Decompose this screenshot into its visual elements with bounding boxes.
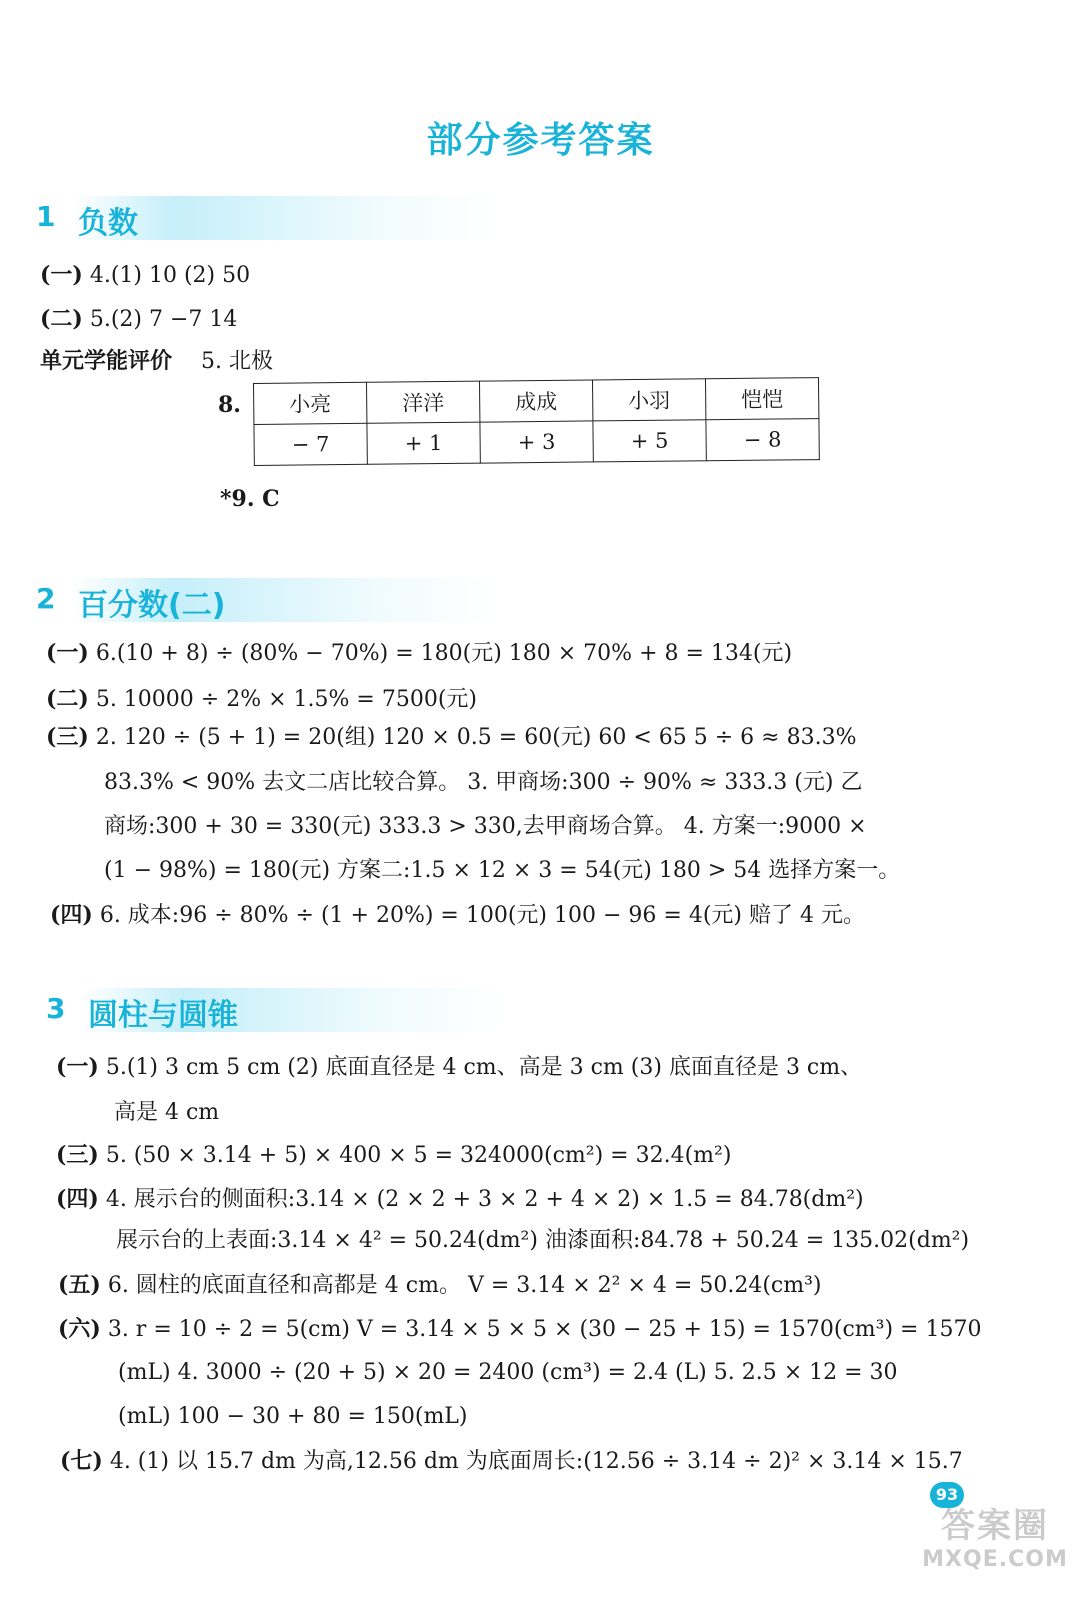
section-header-1 <box>36 196 496 240</box>
answer-table <box>253 377 820 466</box>
watermark-text: 答案圈 <box>941 1506 1049 1546</box>
answer-line <box>50 900 865 931</box>
answer-line <box>40 260 250 291</box>
section-title: 负数 <box>78 206 138 241</box>
table-cell: 洋洋 <box>366 381 479 423</box>
answer-line <box>58 1314 981 1345</box>
section-number: 3 <box>46 992 66 1025</box>
answer-line <box>58 1270 822 1301</box>
question-group-tag: (三) <box>46 724 89 750</box>
answer-line <box>56 1184 864 1215</box>
answer-text: 6.(10 + 8) ÷ (80% − 70%) = 180(元) 180 × 70% + 8 = 134(元) <box>95 641 793 666</box>
answer-text: 5. 北极 <box>201 349 273 374</box>
section-header-3 <box>46 988 506 1032</box>
question-group-tag: (四) <box>56 1186 99 1212</box>
answer-line: 83.3% < 90% 去文二店比较合算。 3. 甲商场:300 ÷ 90% ≈ 333.3 (元) 乙 <box>104 770 863 795</box>
eval-label: 单元学能评价 <box>40 348 173 374</box>
section-header-2 <box>36 578 496 622</box>
answer-text: 5. 10000 ÷ 2% × 1.5% = 7500(元) <box>95 687 478 712</box>
answer-line: *9. C <box>220 486 280 512</box>
answer-line <box>40 346 273 377</box>
answer-line: 高是 4 cm <box>114 1100 220 1125</box>
answer-line <box>56 1140 731 1171</box>
question-group-tag: (四) <box>50 902 93 928</box>
answer-line <box>56 1052 862 1083</box>
section-number: 2 <box>36 582 56 615</box>
watermark-url: MXQE.COM <box>922 1547 1068 1572</box>
table-cell: − 8 <box>706 419 819 461</box>
section-title: 百分数(二) <box>78 588 226 623</box>
answer-text: 6. 成本:96 ÷ 80% ÷ (1 + 20%) = 100(元) 100 − 96 = 4(元) 赔了 4 元。 <box>99 903 865 928</box>
answer-text: 3. r = 10 ÷ 2 = 5(cm) V = 3.14 × 5 × 5 × (30 − 25 + 15) = 1570(cm³) = 1570 <box>107 1317 982 1342</box>
question-group-tag: (一) <box>40 262 83 288</box>
answer-line: 展示台的上表面:3.14 × 4² = 50.24(dm²) 油漆面积:84.78 + 50.24 = 135.02(dm²) <box>116 1228 970 1253</box>
question-group-tag: (二) <box>46 686 89 712</box>
answer-line <box>46 684 477 715</box>
section-number: 1 <box>36 200 56 233</box>
answer-text: 4. 展示台的侧面积:3.14 × (2 × 2 + 3 × 2 + 4 × 2) × 1.5 = 84.78(dm²) <box>105 1187 864 1212</box>
question-group-tag: (二) <box>40 306 83 332</box>
table-cell: 成成 <box>479 380 592 422</box>
table-question-number: 8. <box>218 392 241 418</box>
table-cell: 小羽 <box>592 379 705 421</box>
table-cell: 恺恺 <box>705 378 818 420</box>
answer-line <box>46 722 856 753</box>
question-group-tag: (五) <box>58 1272 101 1298</box>
answer-line: (1 − 98%) = 180(元) 方案二:1.5 × 12 × 3 = 54(元) 180 > 54 选择方案一。 <box>104 858 901 883</box>
page-title: 部分参考答案 <box>426 120 655 161</box>
page-number-badge: 93 <box>930 1482 964 1508</box>
question-group-tag: (六) <box>58 1316 101 1342</box>
table-row <box>254 419 819 466</box>
answer-text: 4.(1) 10 (2) 50 <box>89 263 251 288</box>
answer-line <box>40 304 237 335</box>
table-cell: − 7 <box>254 423 367 465</box>
question-group-tag: (七) <box>60 1448 103 1474</box>
answer-line: 商场:300 + 30 = 330(元) 333.3 > 330,去甲商场合算。 4. 方案一:9000 × <box>104 814 867 839</box>
question-group-tag: (三) <box>56 1142 99 1168</box>
table-cell: 小亮 <box>254 382 367 424</box>
answer-line <box>46 638 792 669</box>
answer-text: 6. 圆柱的底面直径和高都是 4 cm。 V = 3.14 × 2² × 4 = 50.24(cm³) <box>107 1273 822 1298</box>
table-header-row <box>254 378 819 425</box>
answer-line <box>60 1446 963 1477</box>
answer-text: 5.(2) 7 −7 14 <box>89 307 238 332</box>
answer-line: (mL) 4. 3000 ÷ (20 + 5) × 20 = 2400 (cm³) = 2.4 (L) 5. 2.5 × 12 = 30 <box>118 1360 898 1385</box>
table-cell: + 5 <box>593 420 706 462</box>
question-group-tag: (一) <box>46 640 89 666</box>
question-group-tag: (一) <box>56 1054 99 1080</box>
answer-text: 2. 120 ÷ (5 + 1) = 20(组) 120 × 0.5 = 60(元) 60 < 65 5 ÷ 6 ≈ 83.3% <box>95 725 857 750</box>
answer-line: (mL) 100 − 30 + 80 = 150(mL) <box>118 1404 468 1429</box>
table-cell: + 1 <box>367 422 480 464</box>
answer-text: 5.(1) 3 cm 5 cm (2) 底面直径是 4 cm、高是 3 cm (3) 底面直径是 3 cm、 <box>105 1055 863 1080</box>
watermark-logo <box>920 1490 1070 1590</box>
answer-text: 5. (50 × 3.14 + 5) × 400 × 5 = 324000(cm²) = 32.4(m²) <box>105 1143 732 1168</box>
answer-text: 4. (1) 以 15.7 dm 为高,12.56 dm 为底面周长:(12.56 ÷ 3.14 ÷ 2)² × 3.14 × 15.7 <box>109 1449 963 1474</box>
table-cell: + 3 <box>480 421 593 463</box>
section-title: 圆柱与圆锥 <box>88 998 238 1033</box>
